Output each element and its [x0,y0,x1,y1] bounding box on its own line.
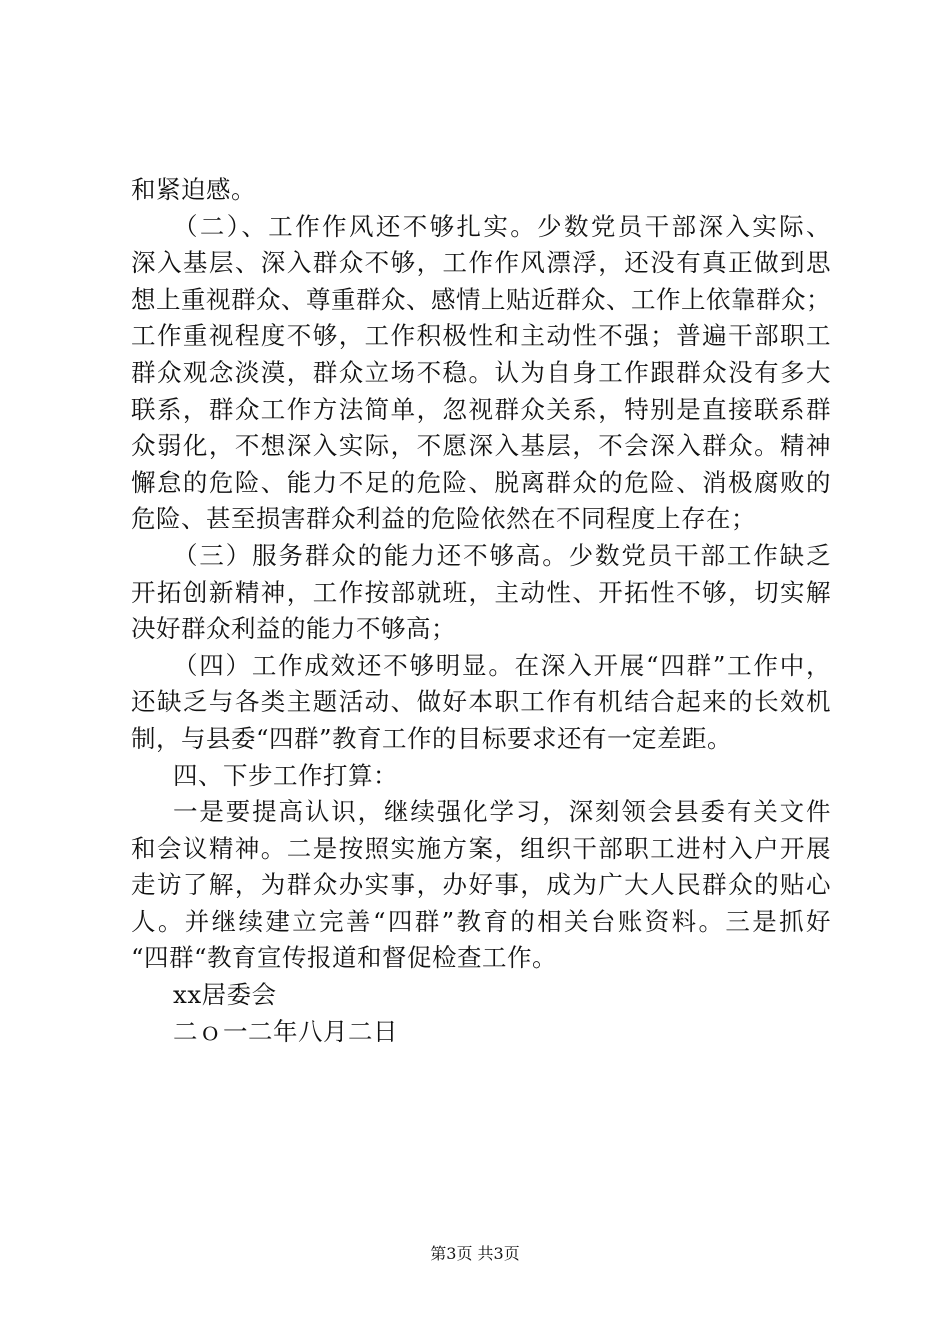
paragraph-line: 深入基层、深入群众不够，工作作风漂浮，还没有真正做到思 [131,248,831,278]
paragraph-line: “四群“教育宣传报道和督促检查工作。 [131,943,558,973]
paragraph-line: 制，与县委“四群”教育工作的目标要求还有一定差距。 [131,723,733,753]
paragraph-line: 危险、甚至损害群众利益的危险依然在不同程度上存在； [131,504,756,534]
paragraph-line: 联系，群众工作方法简单，忽视群众关系，特别是直接联系群 [131,394,831,424]
paragraph-line: 一是要提高认识，继续强化学习，深刻领会县委有关文件 [173,797,831,827]
paragraph-line: 人。并继续建立完善“四群”教育的相关台账资料。三是抓好 [131,906,831,936]
document-body [131,172,831,1050]
signature-org: xx居委会 [173,980,277,1010]
paragraph-line: （二）、工作作风还不够扎实。少数党员干部深入实际、 [173,211,831,241]
paragraph-line: 懈怠的危险、能力不足的危险、脱离群众的危险、消极腐败的 [131,467,831,497]
paragraph-line: 想上重视群众、尊重群众、感情上贴近群众、工作上依靠群众； [131,284,831,314]
paragraph-line: 和会议精神。二是按照实施方案，组织干部职工进村入户开展 [131,833,831,863]
signature-date: 二ｏ一二年八月二日 [173,1016,398,1046]
paragraph-line: （四）工作成效还不够明显。在深入开展“四群”工作中， [173,650,831,680]
paragraph-line: 工作重视程度不够，工作积极性和主动性不强；普遍干部职工 [131,321,831,351]
paragraph-line: （三）服务群众的能力还不够高。少数党员干部工作缺乏 [173,540,831,570]
paragraph-line: 开拓创新精神，工作按部就班，主动性、开拓性不够，切实解 [131,577,831,607]
paragraph-line: 决好群众利益的能力不够高； [131,614,456,644]
paragraph-line: 群众观念淡漠，群众立场不稳。认为自身工作跟群众没有多大 [131,357,831,387]
page-footer: 第3页 共3页 [430,1244,520,1263]
paragraph-line: 众弱化，不想深入实际，不愿深入基层，不会深入群众。精神 [131,431,831,461]
paragraph-line: 和紧迫感。 [131,175,256,204]
paragraph-line: 走访了解，为群众办实事，办好事，成为广大人民群众的贴心 [131,870,831,900]
section-heading: 四、下步工作打算： [173,760,398,790]
paragraph-line: 还缺乏与各类主题活动、做好本职工作有机结合起来的长效机 [131,687,831,717]
